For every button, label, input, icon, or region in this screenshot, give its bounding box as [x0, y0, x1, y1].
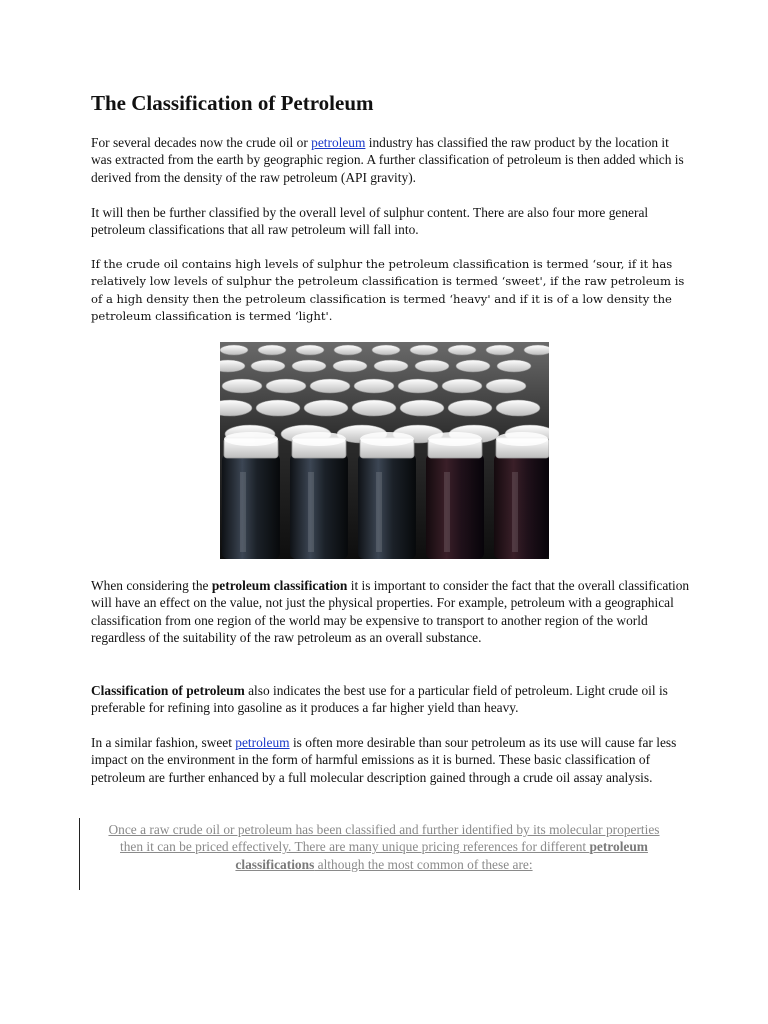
quote-text-end: although the most common of these are: [314, 856, 533, 872]
oil-bottles-illustration [220, 342, 549, 559]
quote-divider [79, 818, 80, 890]
paragraph-intro [91, 134, 691, 186]
considering-text-start: When considering the [91, 578, 212, 593]
intro-text-end: industry has classified the raw product by the location it was extracted from the earth by geographic region. A further classification of petroleum is then added which is derived from the density of the raw petroleum (API gravity). [91, 135, 684, 185]
intro-text-start: For several decades now the crude oil or [91, 135, 312, 150]
quote-bold-term: petroleum classifications [235, 839, 648, 872]
paragraph-sulphur: It will then be further classified by the overall level of sulphur content. There are also four more general petroleum classifications that all raw petroleum will fall into. [91, 205, 649, 238]
best-use-text: also indicates the best use for a particular field of petroleum. Light crude oil is preferable for refining into gasoline as it produces a far higher yield than heavy. [91, 683, 668, 716]
paragraph-sweet [91, 734, 691, 786]
pricing-quote [96, 821, 672, 873]
oil-sample-bottles-image [220, 342, 549, 559]
paragraph-sour-sweet: If the crude oil contains high levels of sulphur the petroleum classification is termed ‘sour, if it has relatively low levels of sulphur the petroleum classification is termed ‘sweet', if the raw petroleum is of a high density then the petroleum classification is termed ‘heavy' and if it is of a low density the petroleum classification is termed ‘light'. [91, 257, 685, 324]
considering-bold-term: petroleum classification [211, 578, 348, 593]
sweet-text-end: is often more desirable than sour petroleum as its use will cause far less impact on the environment in the form of harmful emissions as it is burned. These basic classification of petroleum are further enhanced by a full molecular description gained through a crude oil assay analysis. [91, 735, 677, 785]
page-title: The Classification of Petroleum [91, 91, 374, 115]
sweet-text-start: In a similar fashion, sweet [91, 735, 236, 750]
petroleum-link-2[interactable]: petroleum [235, 735, 290, 750]
petroleum-link[interactable]: petroleum [311, 135, 366, 150]
quote-text-start: Once a raw crude oil or petroleum has been classified and further identified by its molecular properties then it can be priced effectively. There are many unique pricing references for different [108, 822, 660, 855]
paragraph-best-use [91, 682, 691, 717]
considering-text-end: it is important to consider the fact that the overall classification will have an effect on the value, not just the physical properties. For example, petroleum with a geographical classification from one region of the world may be expensive to transport to another region of the world regardless of the suitability of the raw petroleum as an overall substance. [91, 578, 690, 646]
best-use-bold-term: Classification of petroleum [91, 683, 245, 698]
paragraph-considering [91, 577, 691, 647]
